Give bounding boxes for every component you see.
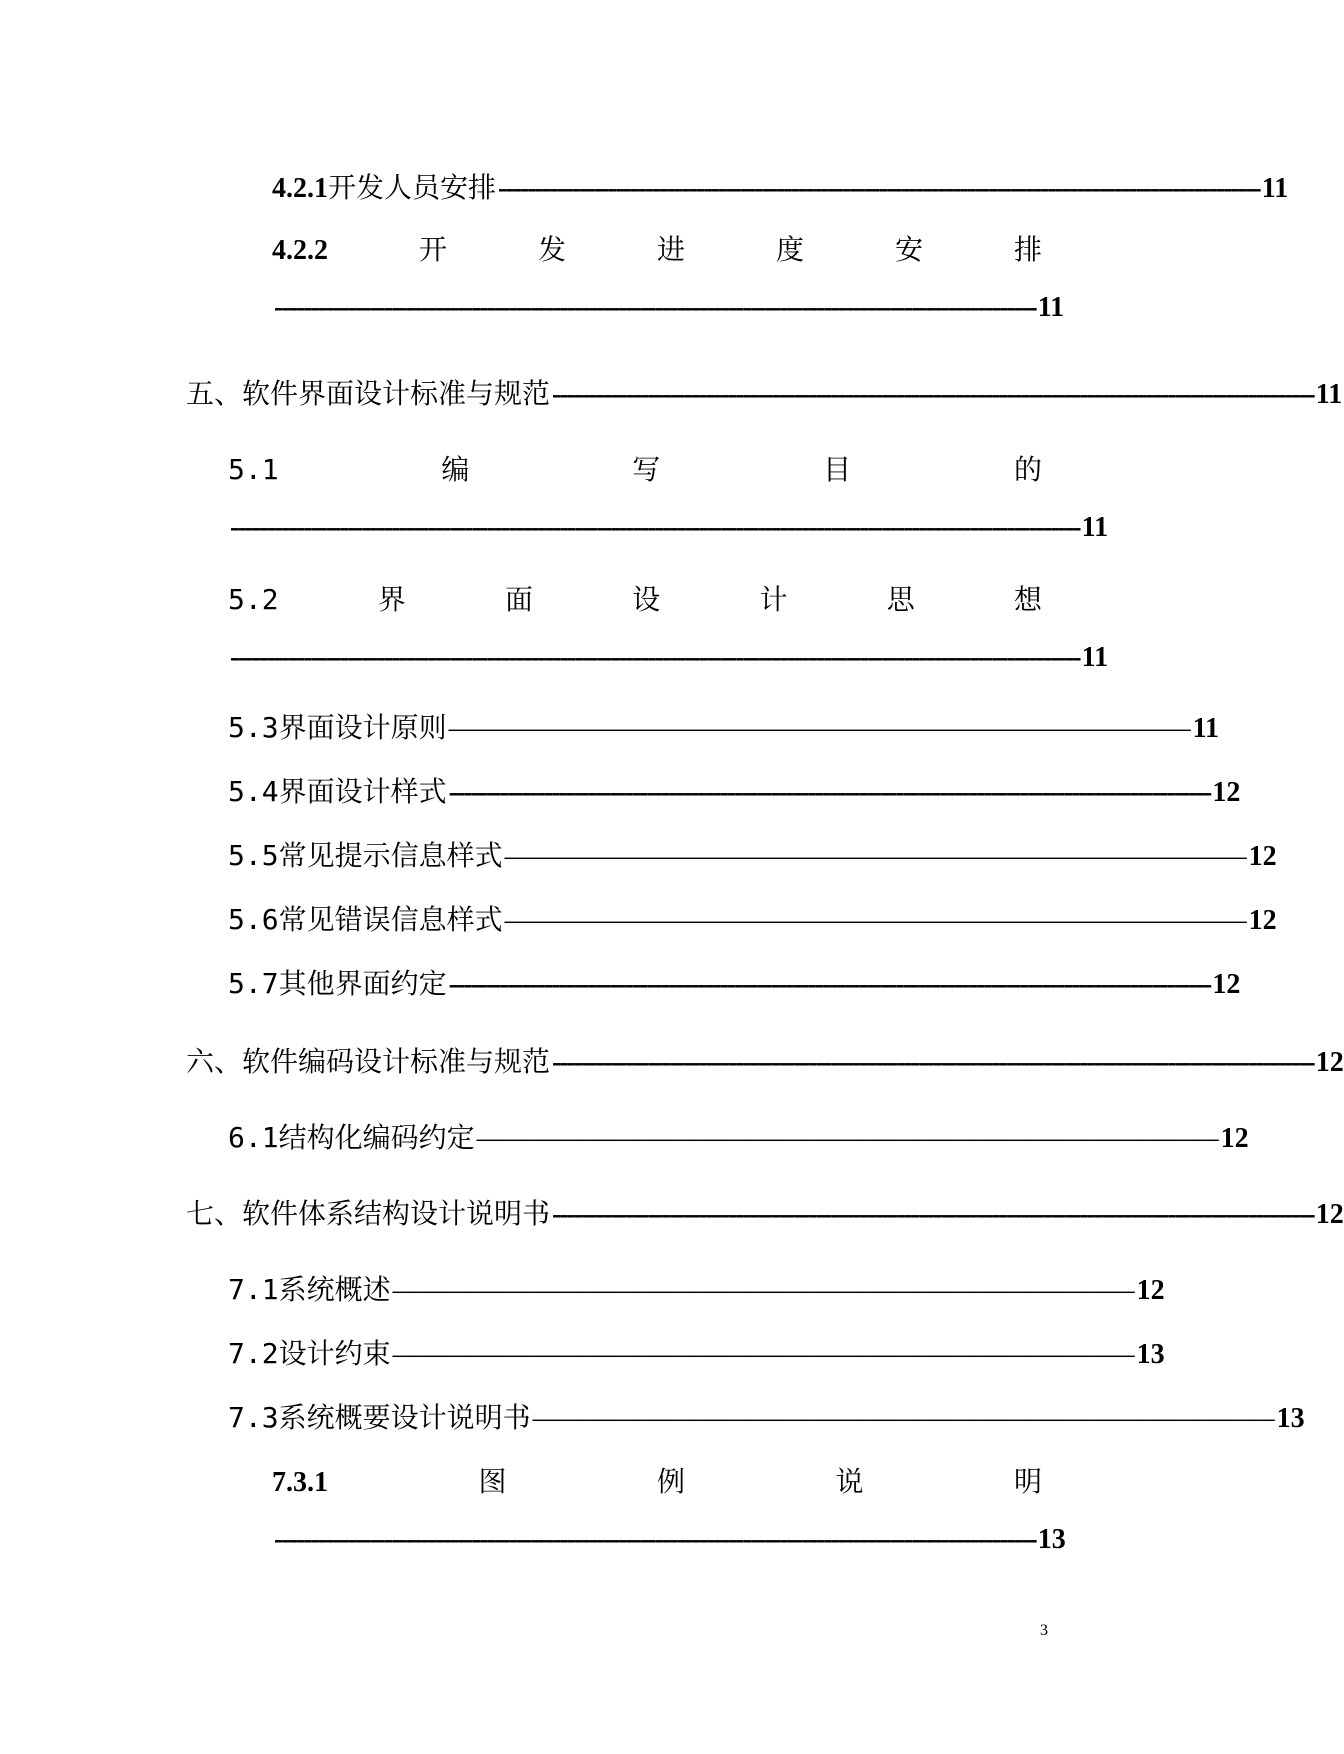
toc-entry-5-2-continuation[interactable] [228, 642, 1109, 674]
toc-entry-5-5[interactable] [228, 834, 1277, 874]
entry-title: 界面设计样式 [278, 775, 447, 808]
entry-title-char: 想 [1013, 583, 1042, 616]
entry-title-char: 安 [894, 233, 923, 266]
entry-title: 五、软件界面设计标准与规范 [186, 377, 551, 410]
entry-title: 七、软件体系结构设计说明书 [186, 1197, 551, 1230]
entry-title-char: 目 [823, 453, 852, 486]
entry-title: 开发人员安排 [328, 171, 497, 204]
entry-title-char: 图 [478, 1465, 507, 1498]
entry-number: 5.2 [228, 583, 279, 616]
dot-leader: -------------------------------------------------------------------------------------------------------- [552, 1047, 1314, 1078]
dash-leader: ––––––––––––––––––––––––––––––––––––––––––––––––––––– [392, 1339, 1135, 1370]
dot-leader: -------------------------------------------------------------------------------------------------------------------- [230, 512, 1080, 543]
toc-entry-5-4[interactable] [228, 770, 1241, 810]
toc-entry-6-1[interactable] [228, 1116, 1249, 1156]
entry-title-char: 编 [441, 453, 470, 486]
dot-leader: -------------------------------------------------------------------------------------------------------- [274, 1524, 1036, 1555]
entry-page: 12 [1248, 905, 1277, 936]
entry-title: 常见提示信息样式 [278, 839, 503, 872]
entry-number: 7.3.1 [272, 1467, 328, 1498]
toc-entry-7-3-1[interactable] [272, 1460, 1042, 1500]
entry-title: 其他界面约定 [278, 967, 447, 1000]
entry-title: 六、软件编码设计标准与规范 [186, 1045, 551, 1078]
entry-page: 11 [1081, 642, 1109, 673]
entry-page: 13 [1136, 1339, 1165, 1370]
page-number: 3 [1040, 1622, 1048, 1639]
entry-title: 系统概述 [278, 1273, 391, 1306]
entry-title-char: 思 [886, 583, 915, 616]
entry-number: 7.2 [228, 1337, 279, 1370]
toc-entry-5-7[interactable] [228, 962, 1241, 1002]
entry-page: 12 [1212, 969, 1241, 1000]
entry-number: 5.3 [228, 711, 279, 744]
toc-chapter-6[interactable] [186, 1040, 1344, 1080]
toc-entry-7-3[interactable] [228, 1396, 1305, 1436]
entry-title-char: 的 [1013, 453, 1042, 486]
entry-title-char: 进 [656, 233, 685, 266]
entry-title-char: 例 [656, 1465, 685, 1498]
entry-page: 13 [1276, 1403, 1305, 1434]
entry-title-char: 发 [537, 233, 566, 266]
dot-leader: -------------------------------------------------------------------------------------------------------- [448, 969, 1211, 1000]
entry-title: 系统概要设计说明书 [278, 1401, 531, 1434]
toc-entry-4-2-1[interactable] [272, 166, 1289, 206]
entry-number: 4.2.2 [272, 235, 328, 266]
dash-leader: ––––––––––––––––––––––––––––––––––––––––––––––––––––– [392, 1275, 1135, 1306]
entry-number: 5.4 [228, 775, 279, 808]
entry-title: 设计约束 [278, 1337, 391, 1370]
dash-leader: ––––––––––––––––––––––––––––––––––––––––––––––––––––– [532, 1403, 1275, 1434]
entry-number: 5.6 [228, 903, 279, 936]
dash-leader: ––––––––––––––––––––––––––––––––––––––––––––––––––––– [448, 713, 1191, 744]
entry-page: 11 [1037, 292, 1065, 323]
entry-page: 12 [1315, 1047, 1344, 1078]
dot-leader: -------------------------------------------------------------------------------------------------------------------- [230, 642, 1080, 673]
entry-title-char: 写 [632, 453, 661, 486]
dot-leader: -------------------------------------------------------------------------------------------------------- [274, 292, 1036, 323]
entry-page: 13 [1037, 1524, 1066, 1555]
entry-page: 11 [1192, 713, 1220, 744]
entry-title-char: 开 [418, 233, 447, 266]
dot-leader: -------------------------------------------------------------------------------------------------------- [498, 173, 1260, 204]
entry-title-char: 面 [505, 583, 534, 616]
toc-entry-7-2[interactable] [228, 1332, 1165, 1372]
entry-title-char: 排 [1013, 233, 1042, 266]
entry-number: 5.7 [228, 967, 279, 1000]
entry-title: 界面设计原则 [278, 711, 447, 744]
entry-page: 12 [1136, 1275, 1165, 1306]
entry-page: 12 [1212, 777, 1241, 808]
entry-number: 7.3 [228, 1401, 279, 1434]
entry-page: 11 [1261, 173, 1289, 204]
toc-entry-7-1[interactable] [228, 1268, 1165, 1308]
dash-leader: ––––––––––––––––––––––––––––––––––––––––––––––––––––– [476, 1123, 1219, 1154]
toc-entry-5-1[interactable] [228, 448, 1042, 488]
entry-title-char: 度 [775, 233, 804, 266]
dash-leader: ––––––––––––––––––––––––––––––––––––––––––––––––––––– [504, 905, 1247, 936]
entry-number: 4.2.1 [272, 173, 328, 204]
entry-number: 5.1 [228, 453, 279, 486]
dot-leader: -------------------------------------------------------------------------------------------------------- [552, 1199, 1314, 1230]
entry-page: 12 [1248, 841, 1277, 872]
toc-entry-5-1-continuation[interactable] [228, 512, 1109, 544]
entry-title-char: 计 [759, 583, 788, 616]
entry-title: 结构化编码约定 [278, 1121, 475, 1154]
entry-title-char: 说 [835, 1465, 864, 1498]
toc-entry-4-2-2[interactable] [272, 228, 1042, 268]
dash-leader: ––––––––––––––––––––––––––––––––––––––––––––––––––––– [504, 841, 1247, 872]
toc-chapter-7[interactable] [186, 1192, 1344, 1232]
entry-page: 11 [1081, 512, 1109, 543]
entry-number: 6.1 [228, 1121, 279, 1154]
toc-entry-5-3[interactable] [228, 706, 1220, 746]
toc-entry-4-2-2-continuation[interactable] [272, 292, 1065, 324]
entry-number: 7.1 [228, 1273, 279, 1306]
entry-page: 12 [1315, 1199, 1344, 1230]
entry-title-char: 界 [377, 583, 406, 616]
toc-entry-5-2[interactable] [228, 578, 1042, 618]
dot-leader: -------------------------------------------------------------------------------------------------------- [552, 379, 1314, 410]
entry-title-char: 明 [1013, 1465, 1042, 1498]
entry-title-char: 设 [632, 583, 661, 616]
toc-entry-5-6[interactable] [228, 898, 1277, 938]
entry-title: 常见错误信息样式 [278, 903, 503, 936]
entry-page: 11 [1315, 379, 1343, 410]
dot-leader: -------------------------------------------------------------------------------------------------------- [448, 777, 1211, 808]
toc-entry-7-3-1-continuation[interactable] [272, 1524, 1066, 1556]
entry-page: 12 [1220, 1123, 1249, 1154]
entry-number: 5.5 [228, 839, 279, 872]
toc-chapter-5[interactable] [186, 372, 1343, 412]
